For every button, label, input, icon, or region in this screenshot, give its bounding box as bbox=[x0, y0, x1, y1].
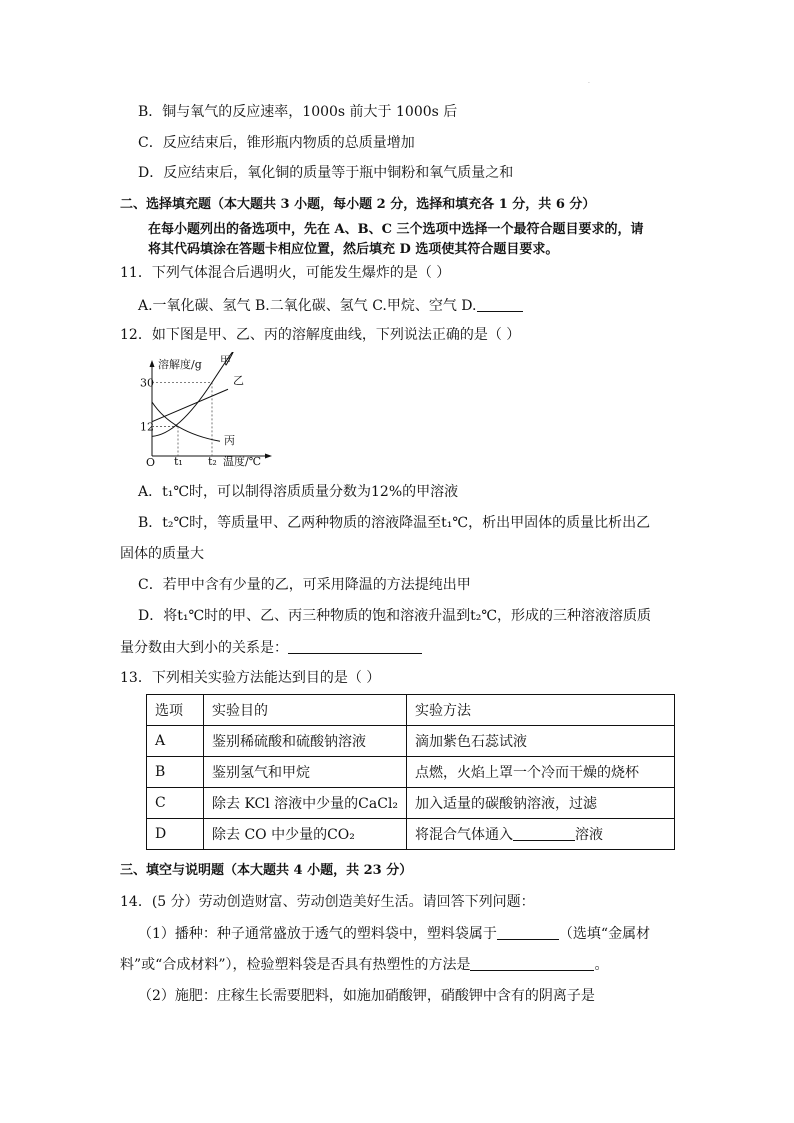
q14-part1-line1 bbox=[138, 925, 650, 943]
q12-option-a: A．t₁℃时，可以制得溶质质量分数为12%的甲溶液 bbox=[138, 484, 459, 500]
y-axis-arrow bbox=[150, 360, 155, 367]
row-b-method: 点燃，火焰上罩一个冷而干燥的烧杯 bbox=[407, 757, 675, 788]
q12-option-d-line2 bbox=[120, 639, 422, 657]
table-row bbox=[147, 819, 675, 850]
curve-2 bbox=[152, 389, 228, 421]
row-a-option: A bbox=[147, 726, 204, 757]
row-c-method: 加入适量的碳酸钠溶液，过滤 bbox=[407, 788, 675, 819]
row-d-option: D bbox=[147, 819, 204, 850]
curve-3 bbox=[152, 402, 220, 441]
section3-title: 三、填空与说明题（本大题共 4 小题，共 23 分） bbox=[120, 863, 413, 878]
series-label-3: 丙 bbox=[224, 434, 235, 447]
header-option: 选项 bbox=[147, 695, 204, 726]
y-tick-30: 30 bbox=[140, 376, 154, 390]
q13-answer-blank[interactable] bbox=[513, 826, 575, 841]
row-b-option: B bbox=[147, 757, 204, 788]
q10-option-c: C．反应结束后，锥形瓶内物质的总质量增加 bbox=[138, 135, 415, 151]
row-a-method: 滴加紫色石蕊试液 bbox=[407, 726, 675, 757]
x-tick-t1: t₁ bbox=[174, 455, 183, 468]
row-a-purpose: 鉴别稀硫酸和硫酸钠溶液 bbox=[204, 726, 407, 757]
x-axis-label: 温度/℃ bbox=[223, 455, 262, 468]
q14-part2: （2）施肥：庄稼生长需要肥料，如施加硝酸钾，硝酸钾中含有的阴离子是 bbox=[138, 988, 595, 1004]
header-purpose: 实验目的 bbox=[204, 695, 407, 726]
q12-option-c: C．若甲中含有少量的乙，可采用降温的方法提纯出甲 bbox=[138, 577, 471, 593]
row-c-option: C bbox=[147, 788, 204, 819]
q12-stem: 12．如下图是甲、乙、丙的溶解度曲线，下列说法正确的是（ ） bbox=[120, 327, 521, 343]
table-row bbox=[147, 788, 675, 819]
series-label-2: 乙 bbox=[233, 374, 244, 387]
q14-part1-text-a: （1）播种：种子通常盛放于透气的塑料袋中，塑料袋属于 bbox=[138, 926, 497, 942]
solubility-chart bbox=[120, 352, 280, 472]
row-d-method-text: 将混合气体通入 bbox=[415, 827, 514, 843]
table-row bbox=[147, 726, 675, 757]
q10-option-b: B．铜与氧气的反应速率，1000s 前大于 1000s 后 bbox=[138, 104, 458, 120]
q14-part1-text-c: 料”或“合成材料”），检验塑料袋是否具有热塑性的方法是 bbox=[120, 957, 471, 973]
q10-option-d: D．反应结束后，氧化铜的质量等于瓶中铜粉和氧气质量之和 bbox=[138, 165, 514, 181]
chart-labels bbox=[140, 354, 261, 469]
row-d-method-suffix: 溶液 bbox=[575, 827, 604, 843]
series-label-1: 甲 bbox=[220, 354, 231, 367]
q11-options bbox=[138, 297, 523, 315]
y-tick-12: 12 bbox=[140, 420, 154, 434]
q14-blank-material[interactable] bbox=[497, 925, 559, 940]
row-d-method bbox=[407, 819, 675, 850]
row-c-purpose: 除去 KCl 溶液中少量的CaCl₂ bbox=[204, 788, 407, 819]
row-b-purpose: 鉴别氢气和甲烷 bbox=[204, 757, 407, 788]
section2-instruction-2: 将其代码填涂在答题卡相应位置，然后填充 D 选项使其符合题目要求。 bbox=[148, 242, 559, 257]
experiment-table bbox=[146, 694, 675, 850]
q12-option-b-line1: B．t₂℃时，等质量甲、乙两种物质的溶液降温至t₁℃，析出甲固体的质量比析出乙 bbox=[138, 515, 651, 531]
q12-option-d-line1: D．将t₁℃时的甲、乙、丙三种物质的饱和溶液升温到t₂℃，形成的三种溶液溶质质 bbox=[138, 608, 652, 624]
q12-option-d-text: 量分数由大到小的关系是： bbox=[120, 640, 288, 656]
q14-part1-text-d: 。 bbox=[594, 957, 609, 973]
section2-instruction-1: 在每小题列出的备选项中，先在 A、B、C 三个选项中选择一个最符合题目要求的，请 bbox=[148, 222, 644, 237]
table-header-row bbox=[147, 695, 675, 726]
q13-stem: 13．下列相关实验方法能达到目的是（ ） bbox=[120, 670, 381, 686]
table-row bbox=[147, 757, 675, 788]
x-tick-t2: t₂ bbox=[208, 455, 217, 468]
q14-part1-line2 bbox=[120, 956, 608, 974]
header-method: 实验方法 bbox=[407, 695, 675, 726]
q14-part1-text-b: （选填“金属材 bbox=[558, 926, 651, 942]
guide-lines bbox=[152, 382, 212, 456]
y-axis-label: 溶解度/g bbox=[158, 358, 202, 371]
row-d-purpose: 除去 CO 中少量的CO₂ bbox=[204, 819, 407, 850]
q11-stem: 11．下列气体混合后遇明火，可能发生爆炸的是（ ） bbox=[120, 265, 451, 281]
page-mark: · bbox=[588, 80, 590, 87]
section2-title: 二、选择填充题（本大题共 3 小题，每小题 2 分，选择和填充各 1 分，共 6 分） bbox=[120, 197, 596, 212]
q14-stem: 14．(5 分）劳动创造财富、劳动创造美好生活。请回答下列问题： bbox=[120, 894, 535, 910]
q12-option-b-line2: 固体的质量大 bbox=[120, 546, 204, 562]
q12-answer-blank[interactable] bbox=[288, 639, 422, 654]
x-axis-arrow bbox=[265, 454, 272, 459]
origin-label: O bbox=[146, 456, 156, 469]
q11-options-text: A.一氧化碳、氢气 B.二氧化碳、氢气 C.甲烷、空气 D. bbox=[138, 298, 477, 314]
q11-answer-blank[interactable] bbox=[477, 297, 523, 312]
q14-blank-method[interactable] bbox=[470, 956, 594, 971]
